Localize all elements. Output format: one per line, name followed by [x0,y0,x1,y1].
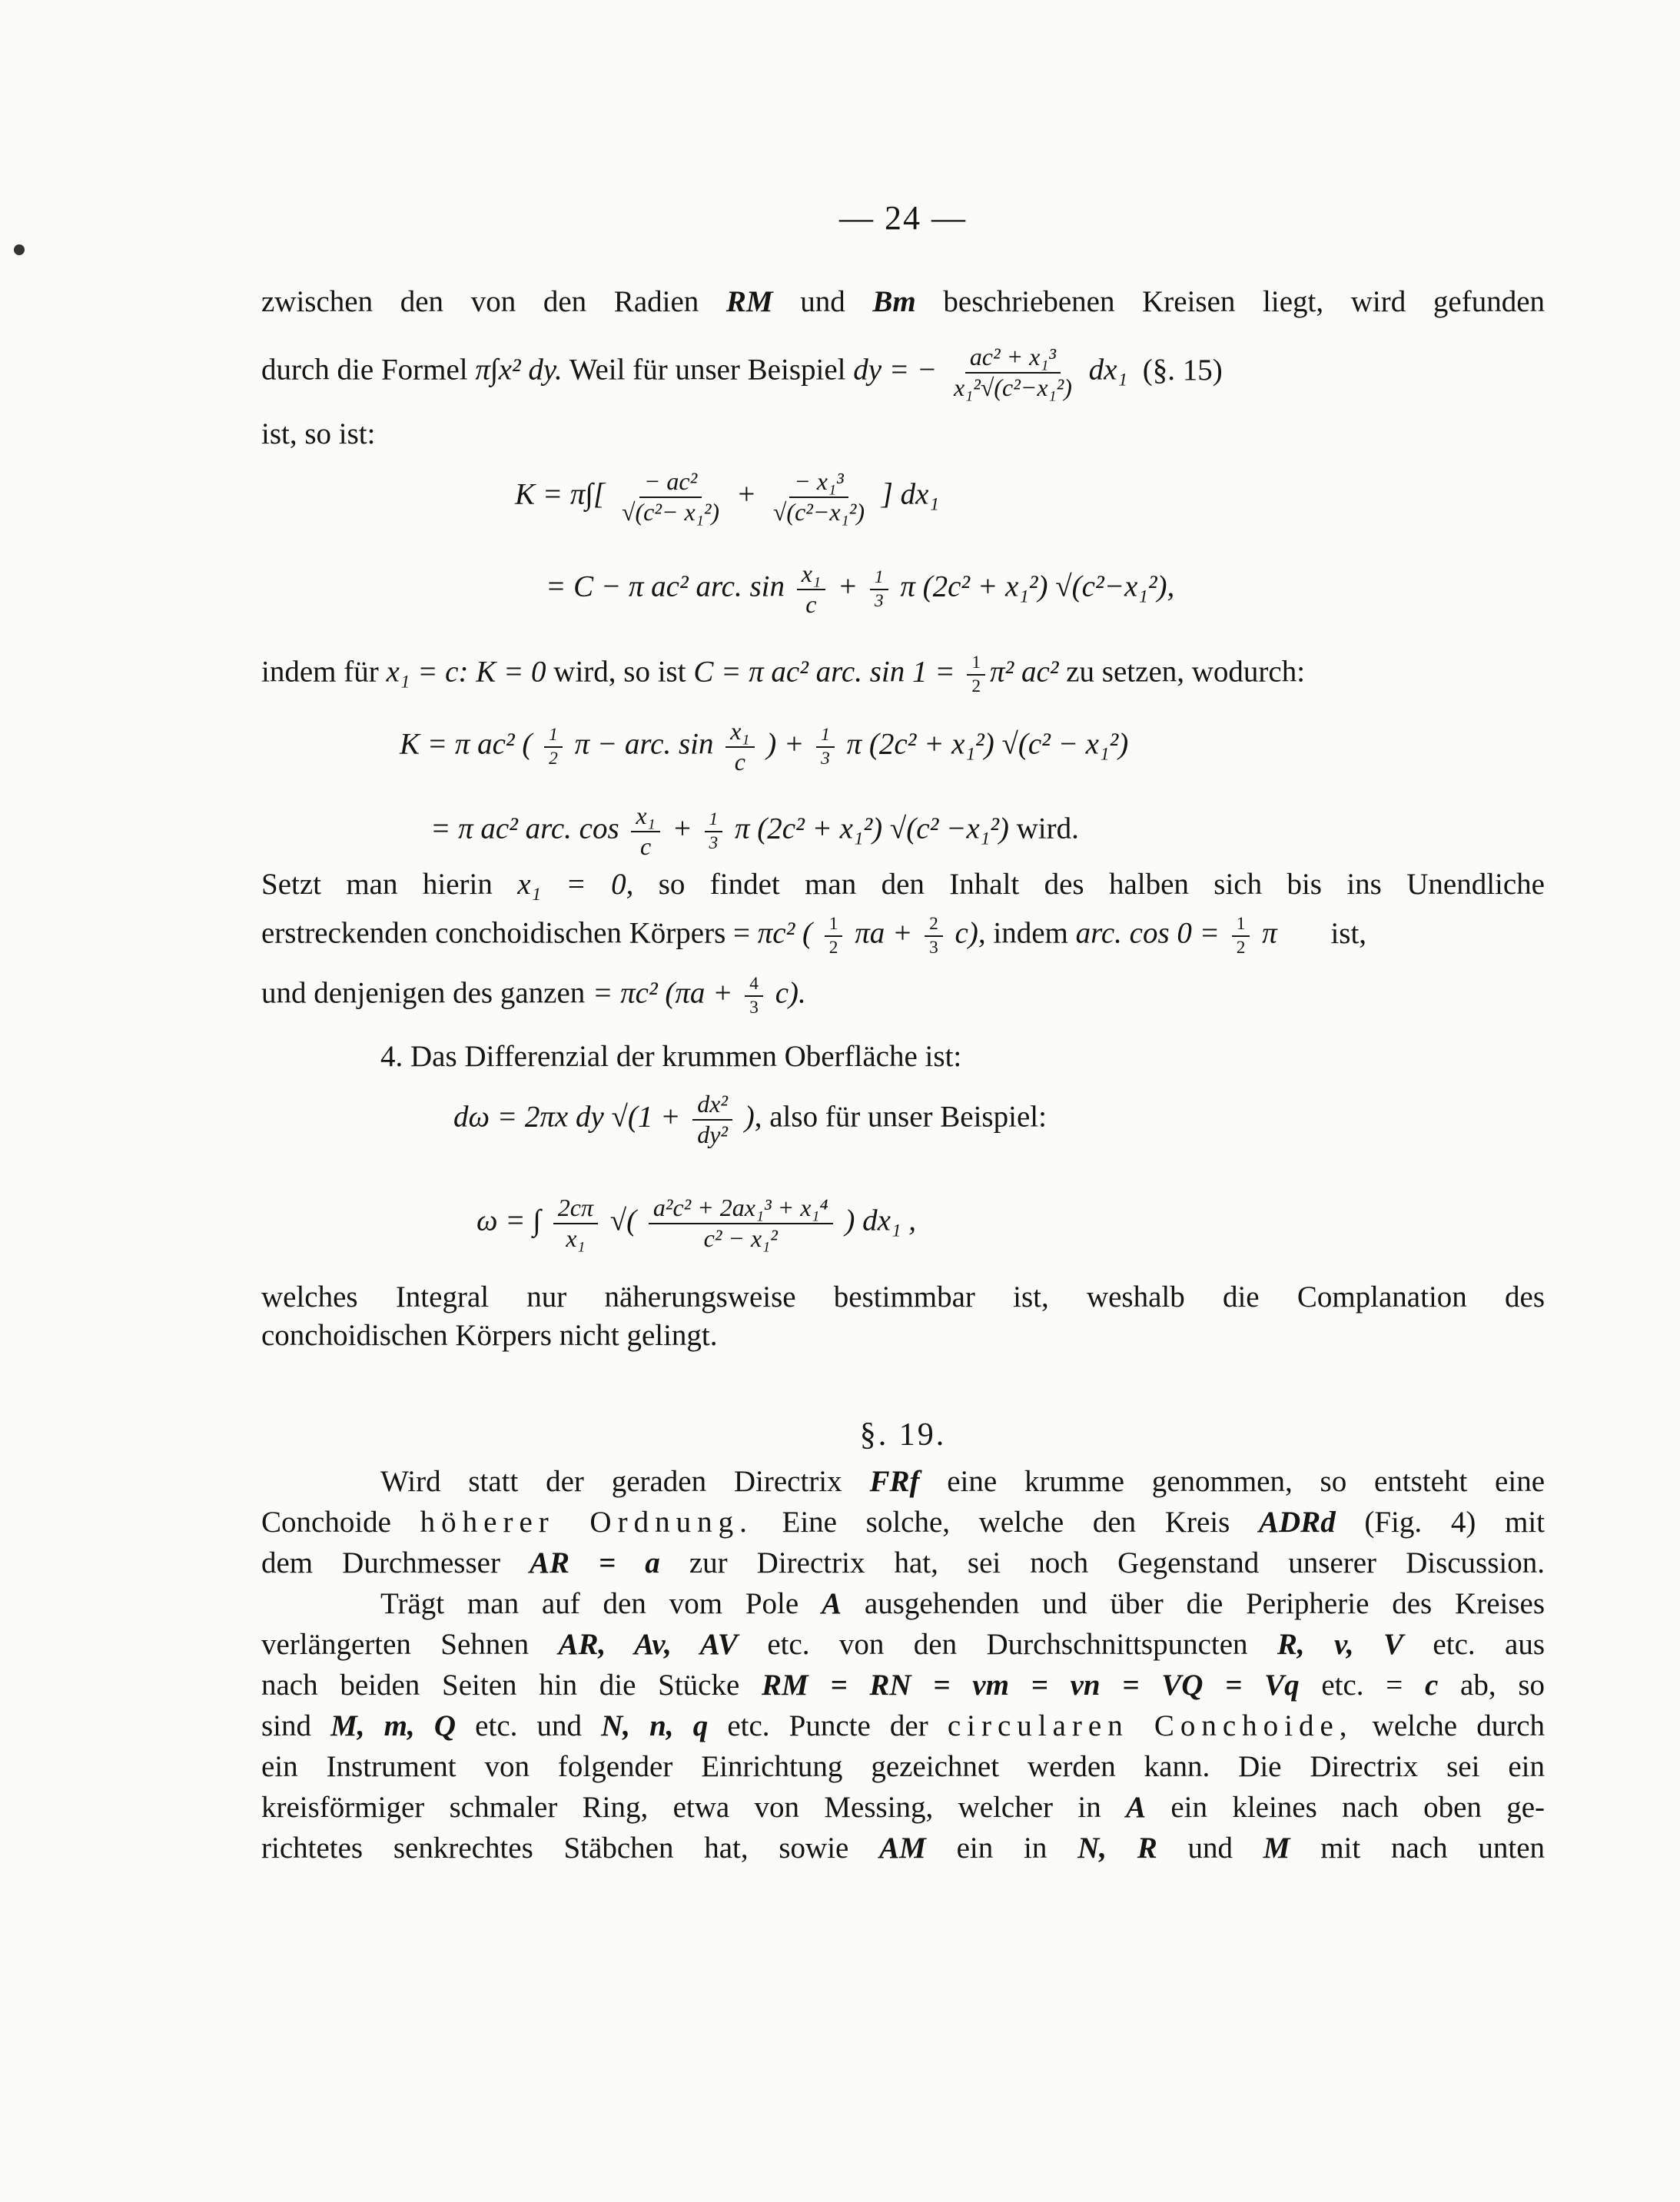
text-line [261,1546,1545,1582]
formula-dy: dy = − [853,353,938,387]
fraction-denominator: c [639,832,652,860]
fraction-numerator: x₁ [797,561,825,590]
fraction [797,561,825,617]
fraction-denominator: 3 [749,997,759,1018]
text-span: zur Directrix hat, sei noch Gegenstand unserer Discussion. [659,1546,1546,1579]
formula: arc. cos 0 = [1075,916,1220,950]
spaced-emphasis: höherer Ordnung. [420,1506,753,1539]
equation-part: ω = ∫ [476,1204,542,1237]
fraction-numerator: 2 [925,915,943,937]
text-span: so findet man den Inhalt des halben sich bis ins Unendliche [633,868,1545,901]
fraction-numerator: 4 [745,975,763,997]
fraction-denominator: 2 [549,748,558,769]
text-span: richtetes senkrechtes Stäbchen hat, sowie [261,1832,880,1865]
fraction-denominator: c [805,590,817,618]
fraction-denominator: 2 [1236,937,1246,958]
text-span: ein kleines nach oben ge- [1146,1791,1545,1824]
formula: x₁ = c: K = 0 [386,655,546,689]
text-span: Wird statt der geraden Directrix [380,1465,870,1498]
fraction [745,975,763,1017]
fraction [705,810,723,852]
fraction-denominator: dy² [697,1121,728,1148]
fraction [725,719,754,775]
page [261,0,1545,2202]
fraction [825,915,843,957]
fraction-denominator: √(c²− x₁²) [621,498,720,526]
fraction [649,1195,833,1251]
text-span: , also für unser Beispiel: [754,1100,1047,1134]
fraction [553,1195,598,1251]
text-span: wird, so ist [546,655,694,689]
formula: π [1262,916,1277,950]
text-span: mit nach unten [1290,1832,1546,1865]
formula: x₁ = 0, [517,868,634,901]
text-span: verlängerten Sehnen [261,1628,559,1661]
equation-part: π (2c² + x₁²) √(c²−x₁²), [900,570,1175,603]
text-span: kreisförmiger schmaler Ring, etwa von Messing, welcher in [261,1791,1127,1824]
text-span: (Fig. 4) mit [1335,1506,1546,1539]
text-line: ein Instrument von folgender Einrichtung gezeichnet werden kann. Die Directrix sei ein [261,1750,1545,1783]
fraction-numerator: 1 [544,726,563,748]
fraction-denominator: √(c²−x₁²) [772,498,865,526]
fraction-numerator: − ac² [639,469,702,498]
symbol: A [822,1587,842,1620]
text-span: erstreckenden conchoidischen Körpers = [261,916,758,950]
fraction-numerator: x₁ [725,719,754,748]
fraction [816,726,835,768]
text-span: zu setzen, wodurch: [1058,655,1306,689]
spaced-emphasis: circularen Conchoide, [947,1709,1353,1742]
text-span: etc. von den Durchschnittspuncten [737,1628,1277,1661]
equation-part: ) [744,1100,755,1134]
fraction-denominator: c² − x₁² [703,1224,778,1252]
fraction-numerator: 1 [816,726,835,748]
text-span: nach beiden Seiten hin die Stücke [261,1669,762,1702]
symbol: RM = RN = vm = vn = VQ = Vq [762,1669,1300,1702]
fraction [692,1091,732,1147]
text-span: Setzt man hierin [261,868,518,901]
fraction-denominator: c [734,748,745,776]
text-line [380,1464,1545,1500]
text-span: Eine solche, welche den Kreis [752,1506,1259,1539]
section-reference: (§. 15) [1142,353,1223,387]
equation-part: K = π ac² ( [400,727,533,761]
equation-part: = C − π ac² arc. sin [546,570,785,603]
fraction-numerator: − x₁³ [789,469,848,498]
fraction [1232,915,1250,957]
text-span: etc. Puncte der [708,1709,948,1742]
text-span: ist, [1323,916,1367,950]
text-line [380,1586,1545,1622]
formula: πa + [855,916,913,950]
text-span: Trägt man auf den vom Pole [380,1587,822,1620]
fraction-numerator: 1 [825,915,843,937]
fraction-denominator: x₁²√(c²−x₁²) [953,374,1072,401]
formula: c). [775,976,806,1010]
text-line [261,1709,1545,1745]
equation-part: K = π∫[ [515,477,606,511]
text-line [261,1627,1545,1663]
symbol-rm: RM [725,285,773,318]
text-span: indem [985,916,1076,950]
equation-part: + [735,477,757,511]
text-line [261,915,1545,957]
equation-part: π − arc. sin [574,727,714,761]
fraction-denominator: 3 [709,832,719,853]
text-span: etc. aus [1403,1628,1546,1661]
text-span: etc. und [456,1709,602,1742]
symbol: FRf [869,1465,920,1498]
text-span: sind [261,1709,331,1742]
equation [546,561,1174,617]
formula-dx: dx₁ [1088,353,1128,387]
equation-part: dω = 2πx dy √(1 + [453,1100,681,1134]
equation-part: ) dx₁ , [845,1204,916,1237]
equation-part: ] dx₁ [881,477,940,511]
text-span: Weil für unser Beispiel [562,353,854,387]
fraction [925,915,943,957]
fraction-numerator: 1 [967,653,985,676]
fraction-numerator: 1 [705,810,723,832]
equation-part: + [672,812,692,845]
fraction-denominator: x₁ [566,1224,586,1252]
fraction [631,803,659,859]
symbol: N, R [1077,1832,1157,1865]
text-span: Conchoide [261,1506,420,1539]
equation [515,469,939,525]
symbol: AR = a [529,1546,660,1579]
fraction-numerator: a²c² + 2ax₁³ + x₁⁴ [649,1195,833,1224]
symbol: A [1126,1791,1147,1824]
fraction [769,469,869,525]
equation-part: √( [609,1204,637,1237]
ink-speck [14,244,25,255]
fraction-denominator: 2 [828,937,838,958]
text-line [261,1505,1545,1541]
fraction-numerator: ac² + x₁³ [965,344,1061,374]
symbol: AR, Av, AV [558,1628,738,1661]
text-span: dem Durchmesser [261,1546,530,1579]
text-line: 4. Das Differenzial der krummen Oberfläche ist: [380,1040,962,1073]
equation-part: ) + [766,727,805,761]
fraction-numerator: 2cπ [553,1195,598,1224]
formula: π² ac² [990,655,1059,689]
fraction-numerator: 1 [870,568,888,590]
fraction-numerator: dx² [692,1091,732,1121]
symbol: M [1263,1832,1290,1865]
page-number-header: — 24 — [839,199,967,237]
text-span: durch die Formel [261,353,476,387]
symbol: M, m, Q [330,1709,457,1742]
section-heading: §. 19. [859,1417,947,1453]
formula: πc² ( [757,916,813,950]
fraction-numerator: x₁ [631,803,659,832]
text-line [261,344,1545,400]
text-span: wird. [1008,812,1079,845]
fraction [967,653,985,696]
fraction-denominator: 2 [971,676,981,696]
text-span: zwischen den von den Radien [261,285,726,318]
text-span: und denjenigen des ganzen [261,976,593,1010]
fraction [870,568,888,610]
fraction-denominator: 3 [821,748,830,769]
symbol-bm: Bm [872,285,916,318]
symbol: ADRd [1259,1506,1336,1539]
fraction [949,344,1077,400]
text-span: und [772,285,873,318]
fraction [617,469,724,525]
text-line [261,975,1545,1017]
equation-part: = π ac² arc. cos [430,812,619,845]
fraction-numerator: 1 [1232,915,1250,937]
equation [400,719,1128,775]
text-line [261,284,1545,321]
symbol: N, n, q [601,1709,709,1742]
text-span: etc. = [1299,1669,1425,1702]
text-line: ist, so ist: [261,417,376,450]
text-line: welches Integral nur näherungsweise bestimmbar ist, weshalb die Complanation des [261,1280,1545,1314]
text-line [261,867,1545,903]
text-span: indem für [261,655,387,689]
text-span: ausgehenden und über die Peripherie des Kreises [842,1587,1546,1620]
text-span: welche durch [1353,1709,1546,1742]
equation [453,1091,1047,1147]
formula: c), [955,916,986,950]
text-span: eine krumme genommen, so entsteht eine [919,1465,1546,1498]
text-line [261,1668,1545,1704]
symbol: R, v, V [1277,1628,1404,1661]
formula: = πc² (πa + [593,976,733,1010]
fraction [544,726,563,768]
equation-part: + [837,570,858,603]
text-span: ein in [925,1832,1078,1865]
fraction-denominator: 3 [874,590,884,611]
equation [430,803,1079,859]
equation-part: π (2c² + x₁²) √(c² −x₁²) [734,812,1009,845]
text-line [261,653,1545,696]
text-line [261,1790,1545,1826]
integral-formula: π∫x² dy. [475,353,563,387]
formula: C = π ac² arc. sin 1 = [693,655,955,689]
symbol: AM [879,1832,926,1865]
text-span: ab, so [1438,1669,1545,1702]
text-span: beschriebenen Kreisen liegt, wird gefunden [915,285,1545,318]
symbol: c [1425,1669,1439,1702]
equation [476,1195,916,1251]
text-line [261,1831,1545,1867]
fraction-denominator: 3 [929,937,938,958]
equation-part: π (2c² + x₁²) √(c² − x₁²) [846,727,1129,761]
text-line: conchoidischen Körpers nicht gelingt. [261,1319,718,1352]
text-span: und [1157,1832,1263,1865]
